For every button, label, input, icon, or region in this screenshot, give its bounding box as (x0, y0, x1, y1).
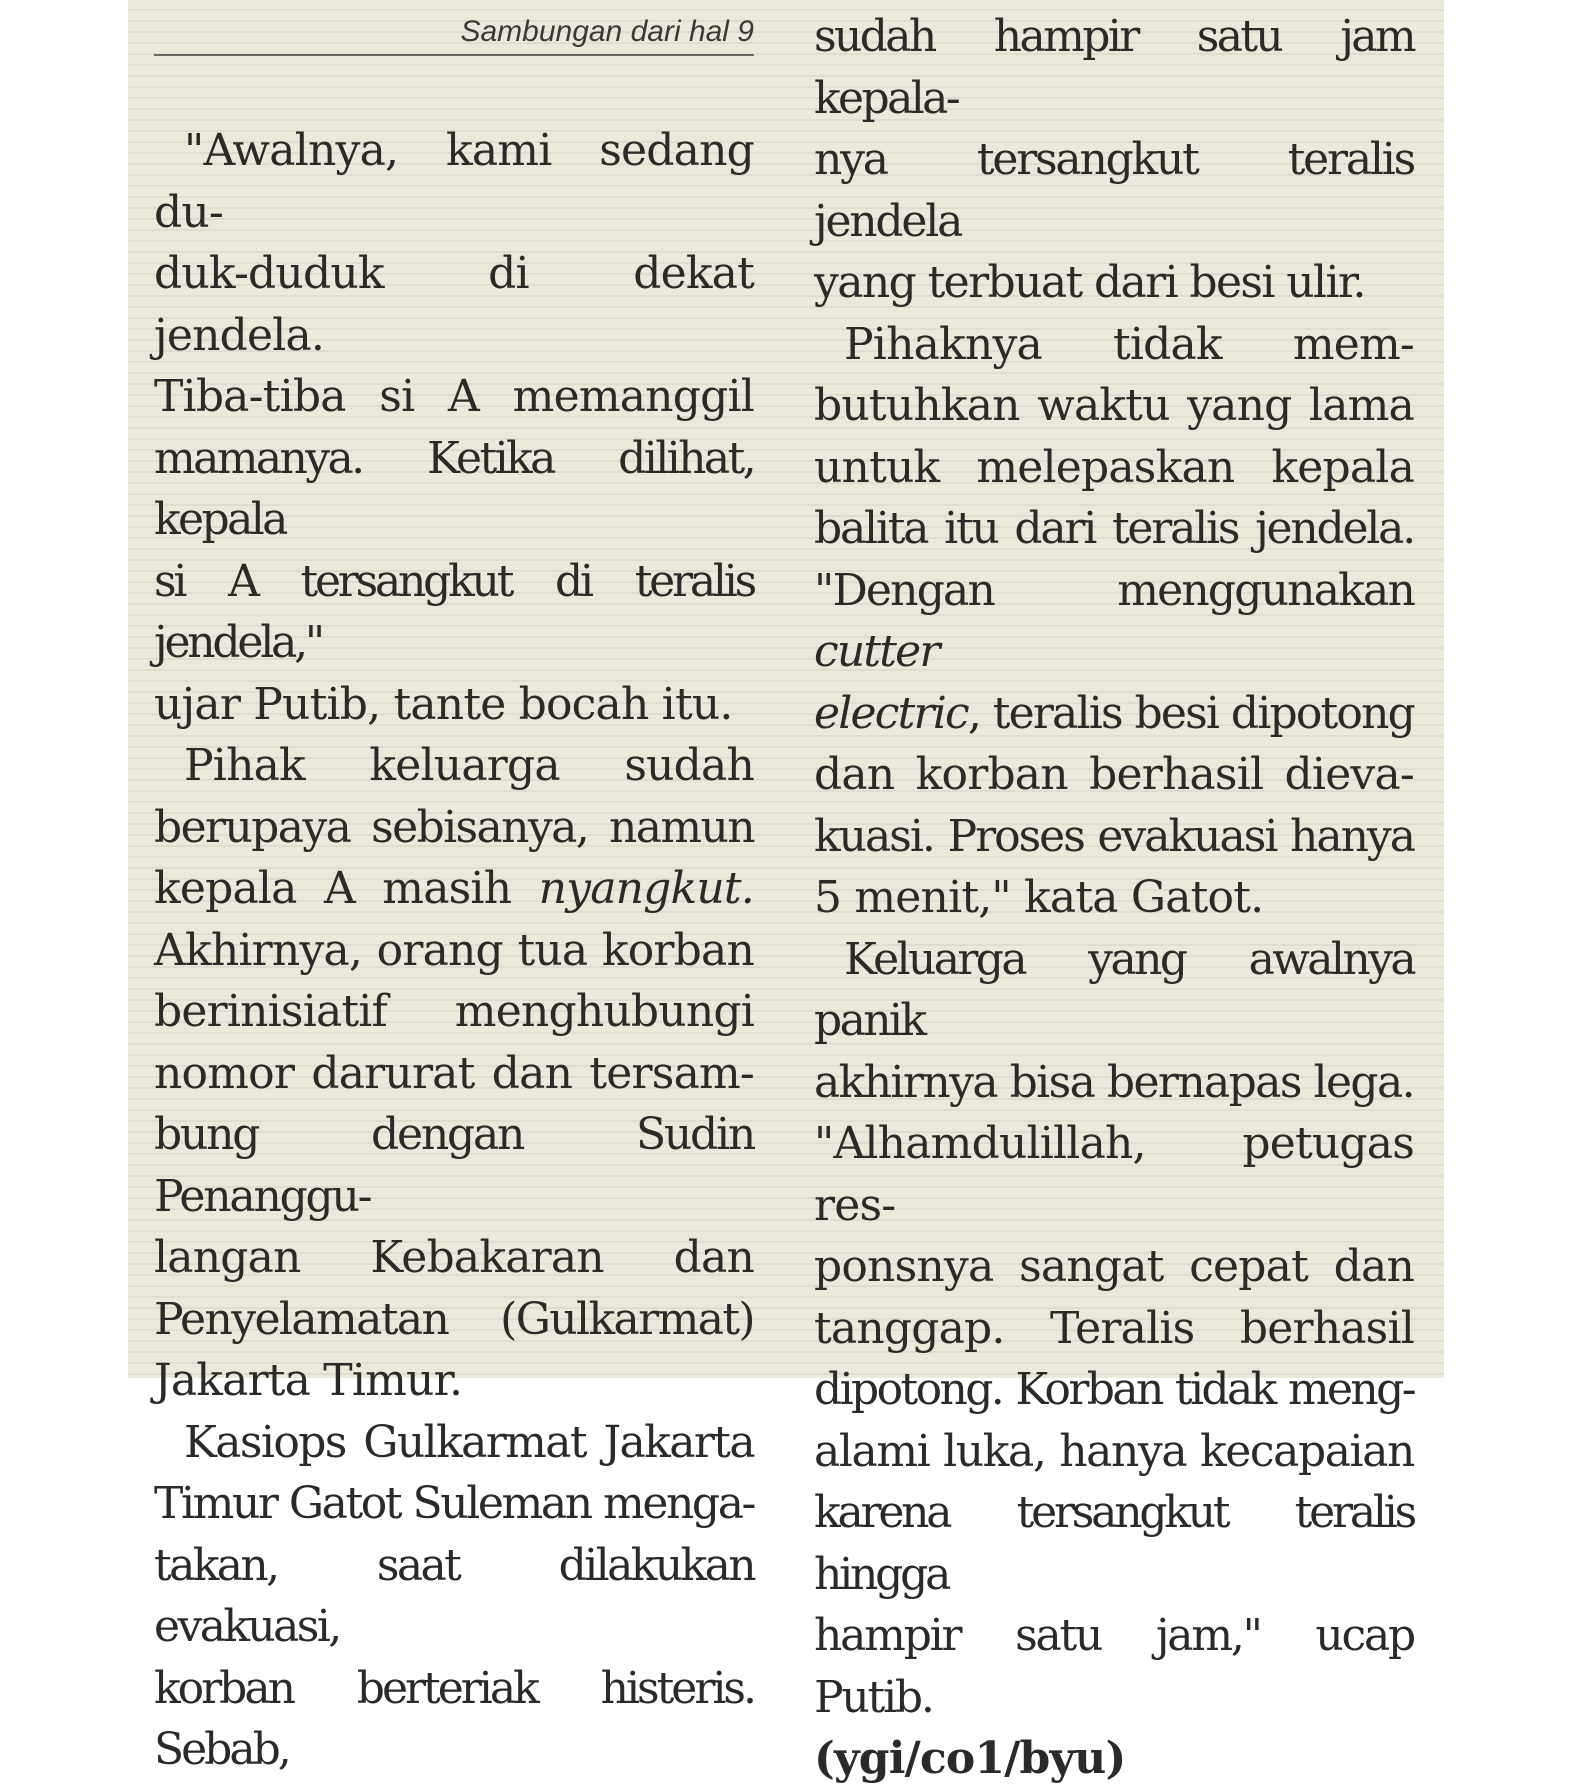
paragraph-2 (154, 735, 754, 1412)
italic-word: cutter (814, 626, 939, 677)
text-line: si A tersangkut di teralis jendela," (154, 555, 754, 668)
text-line: ujar Putib, tante bocah itu. (154, 678, 733, 730)
text-line (814, 683, 1414, 745)
left-column (154, 0, 754, 1781)
text-line: Akhirnya, orang tua korban (154, 924, 754, 976)
text-fragment: "Dengan menggunakan (814, 564, 1414, 616)
text-line: untuk melepaskan kepala (814, 441, 1414, 493)
text-fragment: kepala A masih (154, 863, 539, 914)
text-line: Jakarta Timur. (154, 1355, 463, 1406)
italic-word: electric (814, 687, 968, 739)
text-line: "Awalnya, kami sedang du- (154, 125, 754, 238)
text-line: sudah hampir satu jam kepala- (814, 11, 1414, 124)
paragraph-1 (154, 120, 754, 735)
text-line: duk-duduk di dekat jendela. (154, 248, 754, 361)
text-line: nomor darurat dan tersam- (154, 1047, 754, 1099)
text-line: ponsnya sangat cepat dan (814, 1241, 1414, 1292)
text-line: takan, saat dilakukan evakuasi, (154, 1539, 754, 1652)
text-line: Pihak keluarga sudah (184, 740, 754, 791)
text-line: bung dengan Sudin Penanggu- (154, 1109, 754, 1222)
text-line: Penyelamatan (Gulkarmat) (154, 1293, 754, 1345)
paragraph-5 (814, 314, 1414, 929)
text-line: Kasiops Gulkarmat Jakarta (184, 1416, 754, 1468)
paragraph-6 (814, 929, 1414, 1790)
text-line: butuhkan waktu yang lama (814, 380, 1414, 431)
text-line: yang terbuat dari besi ulir. (814, 257, 1365, 308)
text-line: Keluarga yang awalnya panik (814, 933, 1414, 1046)
text-line: hampir satu jam," ucap Putib. (814, 1610, 1414, 1723)
newspaper-clipping (128, 0, 1444, 1784)
text-line: balita itu dari teralis jendela. (814, 503, 1414, 554)
continued-from-label: Sambungan dari hal 9 (154, 0, 754, 56)
right-column (814, 0, 1414, 1790)
text-line: Timur Gatot Suleman menga- (154, 1478, 754, 1529)
byline: (ygi/co1/byu) (814, 1733, 1126, 1784)
text-line: Tiba-tiba si A memanggil (154, 371, 754, 422)
text-line: alami luka, hanya kecapaian (814, 1425, 1414, 1477)
italic-word: nyangkut. (538, 863, 754, 914)
text-line: tanggap. Teralis berhasil (814, 1302, 1414, 1354)
paragraph-3 (154, 1412, 754, 1781)
text-line: berinisiatif menghubungi (154, 986, 754, 1037)
paragraph-4 (814, 0, 1414, 314)
text-line: akhirnya bisa bernapas lega. (814, 1056, 1414, 1108)
text-line (814, 560, 1414, 683)
text-line: "Alhamdulillah, petugas res- (814, 1118, 1414, 1231)
text-line: langan Kebakaran dan (154, 1232, 754, 1283)
text-line: mamanya. Ketika dilihat, kepala (154, 432, 754, 545)
text-line: berupaya sebisanya, namun (154, 801, 754, 853)
text-line: karena tersangkut teralis hingga (814, 1487, 1414, 1600)
text-line: dipotong. Korban tidak meng- (814, 1364, 1414, 1415)
text-line: 5 menit," kata Gatot. (814, 872, 1264, 923)
text-line: Pihaknya tidak mem- (844, 318, 1414, 370)
text-line: dan korban berhasil dieva- (814, 749, 1414, 800)
text-line: nya tersangkut teralis jendela (814, 134, 1414, 247)
text-line (154, 858, 754, 920)
text-line: kuasi. Proses evakuasi hanya (814, 810, 1414, 862)
text-line: korban berteriak histeris. Sebab, (154, 1662, 754, 1775)
text-fragment: , teralis besi dipotong (967, 687, 1414, 739)
